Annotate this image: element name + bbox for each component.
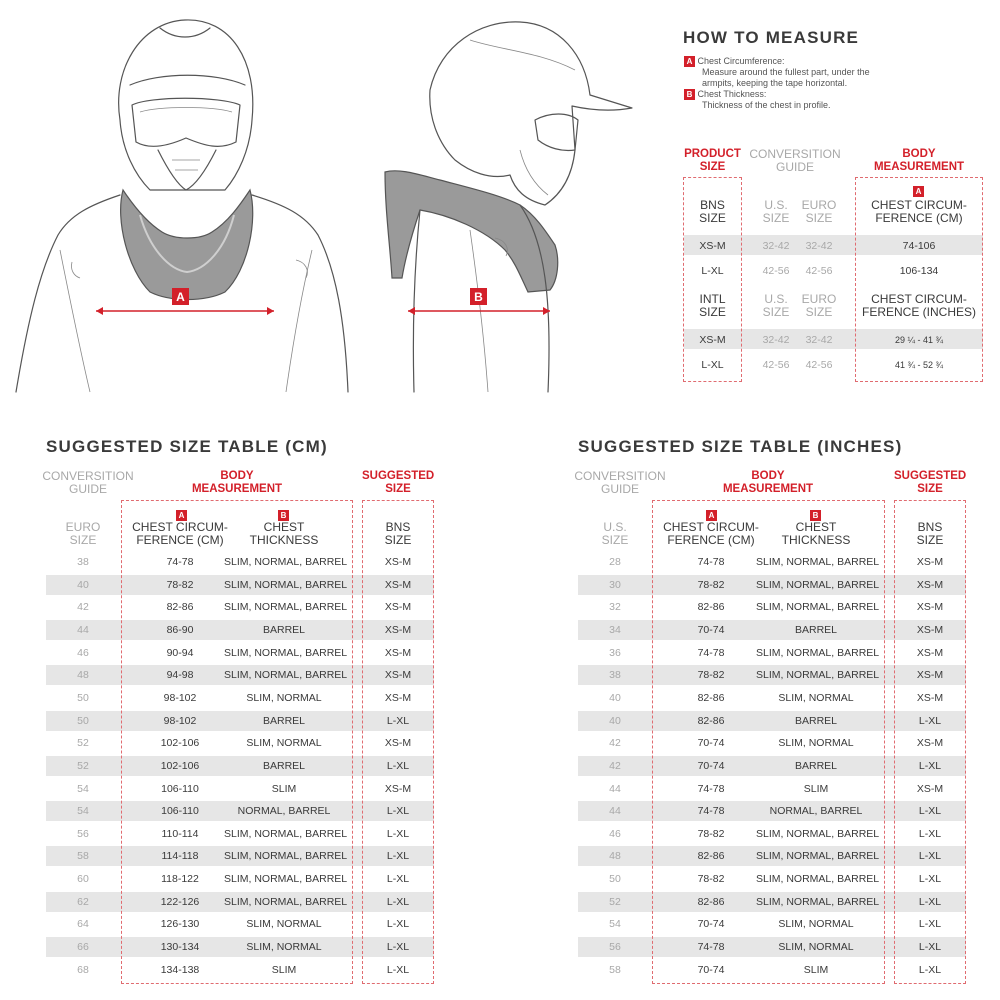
in-chest-thickness-cell: BARREL: [794, 714, 837, 727]
in-bns-size-cell: L-XL: [918, 805, 942, 818]
in-chest-thickness-cell: SLIM, NORMAL, BARREL: [756, 556, 880, 568]
cm-chest-thickness-cell: BARREL: [262, 714, 305, 727]
in-chest-thickness-cell: SLIM, NORMAL, BARREL: [756, 827, 880, 840]
cm-bns-size-cell: XS-M: [384, 601, 412, 614]
in-chest-circumference-cell: 70-74: [697, 623, 725, 636]
in-chest-circumference-cell: 70-74: [697, 759, 725, 772]
cm-chest-circumference-cell: 86-90: [166, 623, 194, 636]
conv-g1-r2-value: 106-134: [899, 265, 939, 277]
cm-chest-circumference-cell: 118-122: [161, 873, 199, 886]
badge-a: A: [684, 56, 695, 67]
in-chest-thickness-cell: SLIM, NORMAL: [778, 941, 854, 954]
cm-col-euro-size: EURO SIZE: [65, 520, 101, 547]
conv-g2-r2-euro: 42-56: [805, 359, 833, 371]
cm-suggested-header: SUGGESTED SIZE: [362, 470, 435, 495]
cm-size-conversion-cell: 66: [77, 941, 89, 954]
cm-size-conversion-cell: 54: [77, 782, 89, 795]
in-bns-size-cell: L-XL: [918, 714, 942, 727]
in-size-conversion-cell: 40: [609, 691, 621, 704]
cm-bns-size-cell: L-XL: [386, 941, 410, 954]
in-size-conversion-cell: 46: [609, 827, 621, 840]
cm-size-conversion-cell: 64: [77, 918, 89, 931]
in-size-conversion-cell: 40: [609, 714, 621, 727]
cm-chest-circumference-cell: 130-134: [160, 941, 200, 954]
in-chest-circumference-cell: 78-82: [697, 873, 725, 886]
conv-g1-size-header: BNS SIZE: [699, 198, 726, 225]
cm-chest-thickness-cell: BARREL: [262, 623, 305, 636]
cm-chest-circumference-cell: 90-94: [166, 646, 194, 659]
in-col-bns-size: BNS SIZE: [916, 520, 944, 547]
how-to-measure-title: HOW TO MEASURE: [683, 28, 860, 47]
conv-g2-r1-size: XS-M: [699, 334, 726, 346]
chest-circumference-title: Chest Circumference:: [697, 56, 785, 66]
conv-conversion-header: CONVERSITION GUIDE: [749, 147, 841, 174]
cm-col-bns-size: BNS SIZE: [384, 520, 412, 547]
in-chest-circumference-cell: 70-74: [697, 918, 725, 931]
in-chest-circumference-cell: 82-86: [697, 691, 725, 704]
in-chest-circumference-cell: 78-82: [697, 578, 725, 591]
cm-col-chest-thickness: CHEST THICKNESS: [249, 520, 319, 547]
cm-chest-circumference-cell: 98-102: [163, 714, 197, 727]
in-chest-thickness-cell: SLIM: [803, 782, 829, 795]
conv-g1-meas-header: CHEST CIRCUM- FERENCE (CM): [871, 198, 967, 225]
cm-size-conversion-cell: 42: [77, 601, 89, 614]
cm-chest-circumference-cell: 102-106: [160, 737, 200, 750]
cm-bns-size-cell: XS-M: [384, 623, 412, 636]
in-chest-thickness-cell: BARREL: [794, 623, 837, 636]
in-chest-thickness-cell: SLIM, NORMAL, BARREL: [756, 873, 880, 886]
in-size-conversion-cell: 28: [609, 556, 621, 568]
cm-chest-circumference-cell: 106-110: [161, 805, 199, 818]
cm-bns-size-cell: L-XL: [386, 714, 410, 727]
cm-size-conversion-cell: 52: [77, 759, 89, 772]
cm-conv-header: CONVERSITION GUIDE: [42, 469, 134, 496]
in-chest-thickness-cell: SLIM: [803, 963, 829, 976]
conv-g2-r1-value: 29 ¼ - 41 ¾: [894, 335, 944, 345]
in-bns-size-cell: XS-M: [916, 601, 944, 614]
cm-chest-circumference-cell: 110-114: [161, 827, 199, 840]
cm-chest-thickness-cell: SLIM, NORMAL, BARREL: [224, 601, 348, 614]
conv-g2-r2-size: L-XL: [701, 359, 724, 371]
cm-bns-size-cell: L-XL: [386, 827, 410, 840]
cm-bns-size-cell: XS-M: [384, 646, 412, 659]
chest-circumference-desc-2: armpits, keeping the tape horizontal.: [702, 78, 848, 88]
in-chest-circumference-cell: 74-78: [697, 782, 725, 795]
in-size-conversion-cell: 42: [609, 737, 621, 750]
cm-bns-size-cell: XS-M: [384, 578, 412, 591]
in-bns-size-cell: L-XL: [918, 850, 942, 863]
in-size-conversion-cell: 58: [609, 963, 621, 976]
cm-size-conversion-cell: 50: [77, 714, 89, 727]
cm-bns-size-cell: L-XL: [386, 759, 410, 772]
conv-g1-r1-size: XS-M: [699, 240, 726, 252]
chest-thickness-desc: Thickness of the chest in profile.: [702, 100, 831, 110]
in-chest-thickness-cell: SLIM, NORMAL, BARREL: [756, 601, 880, 614]
cm-chest-thickness-cell: SLIM, NORMAL, BARREL: [224, 578, 348, 591]
cm-chest-thickness-cell: SLIM, NORMAL, BARREL: [224, 873, 348, 886]
in-chest-circumference-cell: 74-78: [697, 805, 725, 818]
cm-chest-circumference-cell: 106-110: [161, 782, 199, 795]
in-chest-thickness-cell: SLIM, NORMAL: [778, 918, 854, 931]
in-bns-size-cell: XS-M: [916, 578, 944, 591]
cm-bns-size-cell: XS-M: [384, 782, 412, 795]
cm-chest-circumference-cell: 134-138: [160, 963, 200, 976]
in-bns-size-cell: XS-M: [916, 669, 944, 682]
in-size-conversion-cell: 30: [609, 578, 621, 591]
in-bns-size-cell: L-XL: [918, 918, 942, 931]
in-size-conversion-cell: 42: [609, 759, 621, 772]
in-chest-thickness-cell: BARREL: [794, 759, 837, 772]
in-chest-circumference-cell: 74-78: [697, 646, 725, 659]
conv-g2-us-header: U.S. SIZE: [762, 292, 790, 319]
in-size-conversion-cell: 44: [609, 805, 621, 818]
in-bns-size-cell: XS-M: [916, 646, 944, 659]
conv-g2-r1-us: 32-42: [762, 334, 790, 346]
conv-g1-r1-value: 74-106: [902, 240, 936, 252]
in-chest-circumference-cell: 74-78: [697, 941, 725, 954]
in-size-conversion-cell: 48: [609, 850, 621, 863]
in-chest-thickness-cell: SLIM, NORMAL, BARREL: [756, 669, 880, 682]
cm-chest-circumference-cell: 122-126: [160, 895, 200, 908]
conv-product-size-header: PRODUCT SIZE: [684, 148, 741, 173]
cm-size-conversion-cell: 48: [77, 669, 89, 682]
cm-chest-thickness-cell: NORMAL, BARREL: [237, 805, 331, 818]
cm-chest-circumference-cell: 126-130: [160, 918, 200, 931]
in-size-conversion-cell: 50: [609, 873, 621, 886]
cm-chest-thickness-cell: SLIM: [271, 963, 297, 976]
cm-size-conversion-cell: 68: [77, 963, 89, 976]
cm-chest-circumference-cell: 82-86: [166, 601, 194, 614]
conv-g2-r1-euro: 32-42: [805, 334, 833, 346]
cm-chest-thickness-cell: SLIM: [271, 782, 297, 795]
in-bns-size-cell: XS-M: [916, 782, 944, 795]
cm-badge-a: A: [176, 505, 187, 523]
in-bns-size-cell: XS-M: [916, 623, 944, 636]
cm-bns-size-cell: L-XL: [386, 918, 410, 931]
cm-bns-size-cell: XS-M: [384, 669, 412, 682]
cm-chest-circumference-cell: 102-106: [160, 759, 200, 772]
cm-size-conversion-cell: 58: [77, 850, 89, 863]
in-badge-a: A: [706, 505, 717, 523]
cm-body-header: BODY MEASUREMENT: [191, 470, 283, 495]
cm-body-box: [121, 500, 353, 984]
in-bns-size-cell: L-XL: [918, 827, 942, 840]
cm-bns-size-cell: L-XL: [386, 850, 410, 863]
in-chest-circumference-cell: 82-86: [697, 850, 725, 863]
in-chest-thickness-cell: SLIM, NORMAL, BARREL: [756, 578, 880, 591]
in-body-header: BODY MEASUREMENT: [722, 470, 814, 495]
in-bns-size-cell: XS-M: [916, 691, 944, 704]
cm-bns-size-cell: L-XL: [386, 963, 410, 976]
rider-illustrations: [0, 0, 660, 400]
in-bns-size-cell: L-XL: [918, 895, 942, 908]
cm-chest-thickness-cell: SLIM, NORMAL: [246, 737, 322, 750]
conv-g2-r2-value: 41 ¾ - 52 ¾: [894, 360, 944, 370]
cm-size-conversion-cell: 62: [77, 895, 89, 908]
conv-g1-r2-euro: 42-56: [805, 265, 833, 277]
cm-chest-thickness-cell: BARREL: [262, 759, 305, 772]
in-chest-circumference-cell: 70-74: [697, 963, 725, 976]
conv-g1-r1-euro: 32-42: [805, 240, 833, 252]
conv-g1-r2-size: L-XL: [701, 265, 724, 277]
cm-chest-thickness-cell: SLIM, NORMAL: [246, 691, 322, 704]
in-chest-thickness-cell: NORMAL, BARREL: [769, 805, 863, 818]
cm-chest-thickness-cell: SLIM, NORMAL: [246, 918, 322, 931]
cm-chest-thickness-cell: SLIM, NORMAL, BARREL: [224, 895, 348, 908]
conv-g1-euro-header: EURO SIZE: [801, 198, 837, 225]
conv-badge-a: A: [913, 181, 924, 199]
in-chest-circumference-cell: 82-86: [697, 601, 725, 614]
in-conv-header: CONVERSITION GUIDE: [574, 469, 666, 496]
in-chest-circumference-cell: 82-86: [697, 714, 725, 727]
cm-chest-circumference-cell: 94-98: [166, 669, 194, 682]
cm-size-conversion-cell: 56: [77, 827, 89, 840]
in-size-conversion-cell: 36: [609, 646, 621, 659]
badge-b: B: [684, 89, 695, 100]
conv-g2-size-header: INTL SIZE: [699, 292, 726, 319]
in-chest-circumference-cell: 78-82: [697, 827, 725, 840]
cm-chest-circumference-cell: 74-78: [166, 556, 194, 568]
in-suggested-header: SUGGESTED SIZE: [894, 470, 967, 495]
in-chest-circumference-cell: 70-74: [697, 737, 725, 750]
conv-g1-r2-us: 42-56: [762, 265, 790, 277]
in-size-conversion-cell: 32: [609, 601, 621, 614]
size-table-inches-title: SUGGESTED SIZE TABLE (INCHES): [578, 437, 903, 456]
cm-size-conversion-cell: 52: [77, 737, 89, 750]
in-size-conversion-cell: 52: [609, 895, 621, 908]
cm-chest-thickness-cell: SLIM, NORMAL, BARREL: [224, 669, 348, 682]
cm-bns-size-cell: L-XL: [386, 805, 410, 818]
cm-suggested-box: [362, 500, 434, 984]
measure-b-label: B: [474, 290, 483, 304]
front-rider-illustration: [16, 20, 348, 392]
conv-g1-r1-us: 32-42: [762, 240, 790, 252]
chest-circumference-desc-1: Measure around the fullest part, under the: [702, 67, 870, 77]
cm-chest-circumference-cell: 98-102: [163, 691, 197, 704]
cm-size-conversion-cell: 60: [77, 873, 89, 886]
in-bns-size-cell: XS-M: [916, 556, 944, 568]
side-rider-illustration: [385, 22, 632, 392]
conv-g2-r2-us: 42-56: [762, 359, 790, 371]
cm-size-conversion-cell: 50: [77, 691, 89, 704]
in-bns-size-cell: L-XL: [918, 873, 942, 886]
in-size-conversion-cell: 44: [609, 782, 621, 795]
cm-chest-circumference-cell: 78-82: [166, 578, 194, 591]
in-bns-size-cell: L-XL: [918, 963, 942, 976]
in-bns-size-cell: L-XL: [918, 941, 942, 954]
conv-body-header: BODY MEASUREMENT: [873, 148, 965, 173]
in-body-box: [652, 500, 885, 984]
in-col-us-size: U.S. SIZE: [601, 520, 629, 547]
chest-thickness-title: Chest Thickness:: [697, 89, 767, 99]
cm-bns-size-cell: L-XL: [386, 873, 410, 886]
conv-g1-us-header: U.S. SIZE: [762, 198, 790, 225]
in-chest-circumference-cell: 78-82: [697, 669, 725, 682]
cm-chest-thickness-cell: SLIM, NORMAL, BARREL: [224, 850, 348, 863]
in-chest-circumference-cell: 82-86: [697, 895, 725, 908]
in-col-chest-circumference: CHEST CIRCUM- FERENCE (CM): [663, 520, 759, 547]
cm-size-conversion-cell: 40: [77, 578, 89, 591]
measure-a-label: A: [176, 290, 185, 304]
how-to-measure-instructions: [684, 56, 984, 111]
in-size-conversion-cell: 56: [609, 941, 621, 954]
in-size-conversion-cell: 34: [609, 623, 621, 636]
cm-size-conversion-cell: 38: [77, 556, 89, 568]
cm-chest-thickness-cell: SLIM, NORMAL, BARREL: [224, 827, 348, 840]
in-chest-circumference-cell: 74-78: [697, 556, 725, 568]
in-badge-b: B: [810, 505, 821, 523]
conv-g2-meas-header: CHEST CIRCUM- FERENCE (INCHES): [861, 292, 976, 319]
cm-size-conversion-cell: 46: [77, 646, 89, 659]
cm-size-conversion-cell: 54: [77, 805, 89, 818]
cm-bns-size-cell: XS-M: [384, 556, 412, 568]
cm-bns-size-cell: L-XL: [386, 895, 410, 908]
in-col-chest-thickness: CHEST THICKNESS: [781, 520, 851, 547]
in-chest-thickness-cell: SLIM, NORMAL, BARREL: [756, 646, 880, 659]
cm-badge-b: B: [278, 505, 289, 523]
cm-size-conversion-cell: 44: [77, 623, 89, 636]
conv-g2-euro-header: EURO SIZE: [801, 292, 837, 319]
in-suggested-box: [894, 500, 966, 984]
in-size-conversion-cell: 38: [609, 669, 621, 682]
cm-bns-size-cell: XS-M: [384, 737, 412, 750]
cm-chest-circumference-cell: 114-118: [161, 850, 199, 863]
cm-chest-thickness-cell: SLIM, NORMAL, BARREL: [224, 556, 348, 568]
in-bns-size-cell: L-XL: [918, 759, 942, 772]
cm-bns-size-cell: XS-M: [384, 691, 412, 704]
cm-col-chest-circumference: CHEST CIRCUM- FERENCE (CM): [132, 520, 228, 547]
in-chest-thickness-cell: SLIM, NORMAL, BARREL: [756, 895, 880, 908]
cm-chest-thickness-cell: SLIM, NORMAL: [246, 941, 322, 954]
in-size-conversion-cell: 54: [609, 918, 621, 931]
in-bns-size-cell: XS-M: [916, 737, 944, 750]
in-chest-thickness-cell: SLIM, NORMAL: [778, 691, 854, 704]
in-chest-thickness-cell: SLIM, NORMAL, BARREL: [756, 850, 880, 863]
size-table-cm-title: SUGGESTED SIZE TABLE (CM): [46, 437, 328, 456]
in-chest-thickness-cell: SLIM, NORMAL: [778, 737, 854, 750]
cm-chest-thickness-cell: SLIM, NORMAL, BARREL: [224, 646, 348, 659]
